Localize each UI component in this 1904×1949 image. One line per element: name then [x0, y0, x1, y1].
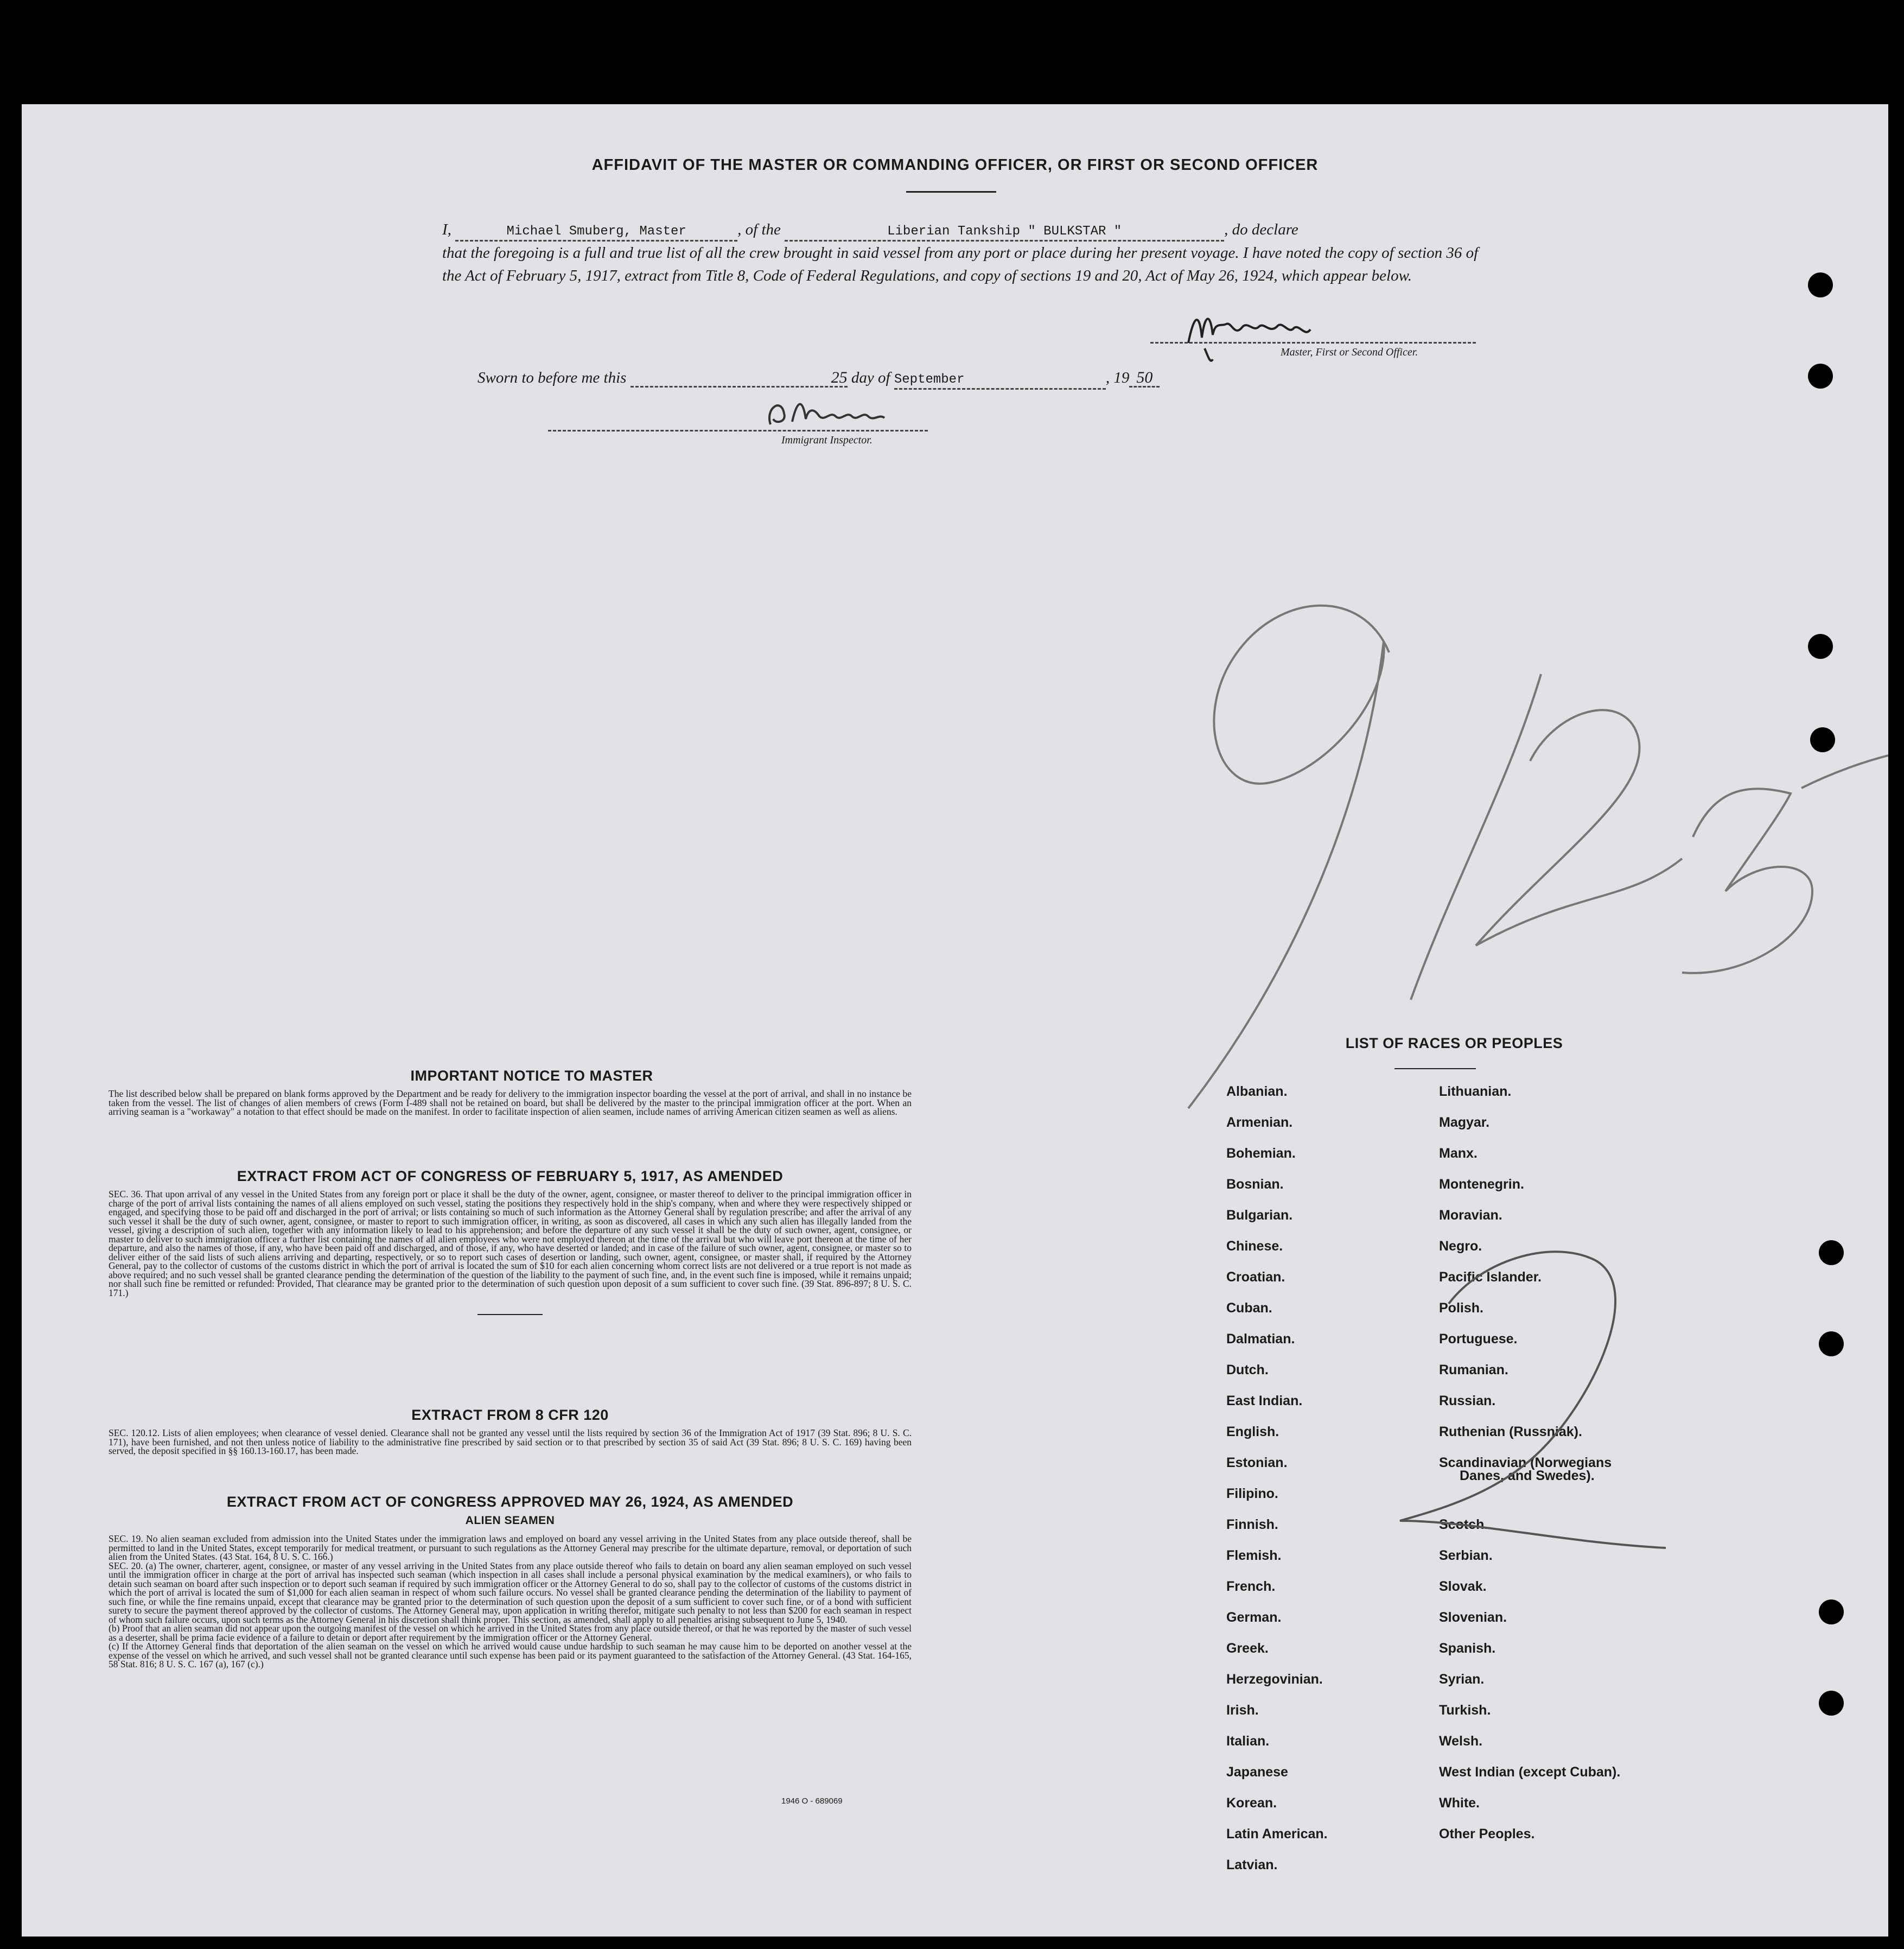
- inspector-caption: Immigrant Inspector.: [781, 434, 873, 446]
- race-item: Italian.: [1226, 1734, 1270, 1749]
- race-item: Filipino.: [1226, 1486, 1278, 1501]
- race-item: Albanian.: [1226, 1084, 1288, 1099]
- race-item: West Indian (except Cuban).: [1439, 1764, 1621, 1780]
- cfr-title: EXTRACT FROM 8 CFR 120: [411, 1407, 609, 1423]
- binder-hole: [1819, 1691, 1844, 1716]
- master-signature-line: [1150, 342, 1476, 344]
- i-label: I,: [442, 221, 451, 238]
- race-item: Moravian.: [1439, 1208, 1502, 1223]
- affidavit-title: AFFIDAVIT OF THE MASTER OR COMMANDING OFFICER, OR FIRST OR SECOND OFFICER: [591, 156, 1319, 174]
- cfr-text: SEC. 120.12. Lists of alien employees; when clearance of vessel denied. Clearance shall not be granted any vessel until the lists required by section 36 of the Immigration Act of 1917 (39 Stat. 896; 8 U. S. C. 171), have been furnished, and not then unless notice of liability to the administrative fine prescribed by said section or to that prescribed by section 35 of said Act (39 Stat. 896; 8 U. S. C. 169) having been served, the deposit specified in §§ 160.13-160.17, has been made.: [109, 1427, 912, 1456]
- race-item: Latvian.: [1226, 1857, 1278, 1872]
- race-item: Croatian.: [1226, 1269, 1285, 1285]
- race-item: Ruthenian (Russniak).: [1439, 1424, 1582, 1439]
- race-item: Bosnian.: [1226, 1177, 1284, 1192]
- race-item: Irish.: [1226, 1703, 1259, 1718]
- master-caption: Master, First or Second Officer.: [1281, 346, 1418, 358]
- race-item: Japanese: [1226, 1764, 1288, 1780]
- sec20c-text: (c) If the Attorney General finds that deportation of the alien seaman on the vessel on which he arrived would cause undue hardship to such seaman he may cause him to be deported on another vessel at the expense of the vessel on which he arrived, and such vessel shall not be granted clearance until such expense has been paid or its payment guaranteed to the satisfaction of the Attorney General. (43 Stat. 164-165, 58 Stat. 816; 8 U. S. C. 167 (a), 167 (c).): [109, 1641, 912, 1669]
- binder-hole: [1808, 634, 1833, 659]
- year-field: 50: [1129, 370, 1160, 388]
- race-item: Lithuanian.: [1439, 1084, 1512, 1099]
- race-item: Montenegrin.: [1439, 1177, 1524, 1192]
- race-item: Syrian.: [1439, 1672, 1485, 1687]
- notice-title: IMPORTANT NOTICE TO MASTER: [410, 1068, 653, 1084]
- day-field: 25: [631, 370, 848, 388]
- race-item: Dutch.: [1226, 1362, 1269, 1377]
- race-item: Dalmatian.: [1226, 1331, 1295, 1347]
- race-item: East Indian.: [1226, 1393, 1303, 1408]
- extract-1924-subtitle: ALIEN SEAMEN: [465, 1514, 555, 1527]
- race-item: Flemish.: [1226, 1548, 1282, 1563]
- extract-1924-body: [109, 1534, 912, 1669]
- sworn-line: [477, 369, 1160, 390]
- race-item: Manx.: [1439, 1146, 1478, 1161]
- sec20a-text: SEC. 20. (a) The owner, charterer, agent, consignee, or master of any vessel arriving in the United States from any place outside thereof who fails to detain on board any alien seaman employed on such vessel until the immigration officer in charge at the port of arrival has inspected such seaman (which inspection in all cases shall include a personal physical examination by the medical examiners), or who fails to detain such seaman on board after such inspection or to deport such seaman if required by such immigration officer or the Attorney General to do so, shall pay to the collector of customs of the customs district in which the port of arrival is located the sum of $1,000 for each alien seaman in respect of whom such failure occurs. No vessel shall be granted clearance pending the determination of the liability to payment of such fine, or while the fine remains unpaid, except that clearance may be granted prior to the determination of such question upon the deposit of a sum sufficient to cover such fine, or of a bond with sufficient surety to secure the payment thereof approved by the collector of customs. The Attorney General may, upon application in writing therefor, mitigate such penalty to not less than $200 for each seaman in respect of whom such failure occurs, upon such terms as the Attorney General in his discretion shall think proper. This section, as amended, shall apply to all penalties arising subsequent to June 5, 1940.: [109, 1560, 912, 1625]
- race-item: White.: [1439, 1795, 1480, 1811]
- race-item: Russian.: [1439, 1393, 1496, 1408]
- extract-1917-title: EXTRACT FROM ACT OF CONGRESS OF FEBRUARY 5, 1917, AS AMENDED: [237, 1168, 784, 1184]
- inspector-signature-line: [548, 430, 928, 431]
- race-item: English.: [1226, 1424, 1279, 1439]
- race-item: Finnish.: [1226, 1517, 1278, 1532]
- race-item: Scotch.: [1439, 1517, 1488, 1532]
- year-prefix: , 19: [1105, 369, 1130, 386]
- binder-hole: [1810, 727, 1835, 752]
- race-item: German.: [1226, 1610, 1282, 1625]
- notice-text: The list described below shall be prepared on blank forms approved by the Department and be ready for delivery to the immigration inspector boarding the vessel at the port of arrival, and shall in no instance be taken from the vessel. The list of changes of alien members of crews (Form I-489 shall not be retained on board, but shall be delivered by the master to the principal immigration officer at the port. When an arriving seaman is a "workaway" a notation to that effect should be made on the manifest. In order to facilitate inspection of alien seamen, include names of arriving American citizen seamen as well as aliens.: [109, 1088, 912, 1117]
- vessel-field: Liberian Tankship " BULKSTAR ": [785, 224, 1224, 242]
- do-declare-label: , do declare: [1224, 221, 1298, 238]
- race-item: Slovenian.: [1439, 1610, 1507, 1625]
- race-item: Herzegovinian.: [1226, 1672, 1323, 1687]
- race-item: Portuguese.: [1439, 1331, 1518, 1347]
- race-item: Negro.: [1439, 1239, 1482, 1254]
- name-field: Michael Smuberg, Master: [455, 224, 737, 242]
- declaration-text: that the foregoing is a full and true list of all the crew brought in said vessel from any port or place during her present voyage. I have noted the copy of section 36 of the Act of February 5, 1917, extract from Title 8, Code of Federal Regulations, and copy of sections 19 and 20, Act of May 26, 1924, which appear below.: [442, 244, 1479, 284]
- binder-hole: [1819, 1240, 1844, 1265]
- binder-hole: [1819, 1331, 1844, 1356]
- extract-1924-title: EXTRACT FROM ACT OF CONGRESS APPROVED MAY 26, 1924, AS AMENDED: [226, 1494, 794, 1510]
- race-item: Latin American.: [1226, 1826, 1328, 1842]
- races-title-underline: [1394, 1068, 1476, 1069]
- print-code: 1946 O - 689069: [781, 1796, 843, 1806]
- race-item: Welsh.: [1439, 1734, 1483, 1749]
- form-page: [22, 104, 1888, 1937]
- race-item: Chinese.: [1226, 1239, 1283, 1254]
- races-column-1: [1226, 1084, 1328, 1888]
- race-item: French.: [1226, 1579, 1276, 1594]
- race-item: Turkish.: [1439, 1703, 1491, 1718]
- day-of-label: day of: [851, 369, 890, 386]
- handwritten-date-mark: [1107, 555, 1888, 1114]
- race-item: Slovak.: [1439, 1579, 1487, 1594]
- declaration-block: [442, 218, 1495, 287]
- title-underline: [906, 191, 996, 193]
- divider: [477, 1314, 543, 1315]
- race-item: Greek.: [1226, 1641, 1269, 1656]
- of-the-label: , of the: [737, 221, 781, 238]
- sec20b-text: (b) Proof that an alien seaman did not appear upon the outgoing manifest of the vessel on which he arrived in the United States from any place outside thereof, or that he was reported by the master of such vessel as a deserter, shall be prima facie evidence of a failure to detain or deport after requirement by the immigration officer or the Attorney General.: [109, 1623, 912, 1643]
- race-item: Estonian.: [1226, 1455, 1288, 1470]
- race-item: Bohemian.: [1226, 1146, 1296, 1161]
- extract-1917-text: SEC. 36. That upon arrival of any vessel in the United States from any foreign port or place it shall be the duty of the owner, agent, consignee, or master thereof to deliver to the principal immigration officer in charge of the port of arrival lists containing the names of all aliens employed on such vessel, stating the positions they respectively hold in the ship's company, when and where they were respectively shipped or engaged, and specifying those to be paid off and discharged in the port of arrival; or lists containing so much of such information as the Attorney General shall by regulation prescribe; and after the arrival of any such vessel it shall be the duty of such owner, agent, consignee, or master to report to such immigration officer, in writing, as soon as discovered, all cases in which any such alien has illegally landed from the vessel, giving a description of such alien, together with any information likely to lead to his apprehension; and before the departure of any such vessel it shall be the duty of such owner, agent, consignee, or master to deliver to such immigration officer a further list containing the names of all alien employees who were not employed thereon at the time of the arrival but who will leave port thereon at the time of her departure, and also the names of those, if any, who have been paid off and discharged, and of those, if any, who have deserted or landed; and in case of the failure of such owner, agent, consignee, or master so to deliver either of the said lists of such aliens arriving and departing, respectively, or so to report such cases of desertion or landing, such owner, agent, consignee, or master shall, if required by the Attorney General, pay to the collector of customs of the customs district in which the port of arrival is located the sum of $10 for each alien concerning whom correct lists are not delivered or a true report is not made as above required; and no such vessel shall be granted clearance pending the determination of the question of the liability to the payment of such fine, and, in the event such fine is imposed, while it remains unpaid; nor shall such fine be remitted or refunded: Provided, That clearance may be granted prior to the determination of such question upon deposit of a sum sufficient to cover such fine. (39 Stat. 896-897; 8 U. S. C. 171.): [109, 1189, 912, 1298]
- race-item: Polish.: [1439, 1300, 1483, 1316]
- month-field: September: [894, 372, 1106, 390]
- race-item: Other Peoples.: [1439, 1826, 1535, 1842]
- binder-hole: [1808, 364, 1833, 389]
- race-item: Bulgarian.: [1226, 1208, 1293, 1223]
- binder-hole: [1808, 272, 1833, 297]
- race-item: Spanish.: [1439, 1641, 1496, 1656]
- handwritten-page-number: [1389, 1239, 1671, 1597]
- race-item: Rumanian.: [1439, 1362, 1508, 1377]
- race-item: Korean.: [1226, 1795, 1277, 1811]
- race-item: Armenian.: [1226, 1115, 1293, 1130]
- race-item: Scandinavian (Norwegians: [1439, 1455, 1612, 1470]
- race-item: Magyar.: [1439, 1115, 1490, 1130]
- sec19-text: SEC. 19. No alien seaman excluded from admission into the United States under the immigration laws and employed on board any vessel arriving in the United States from any place outside thereof, shall be permitted to land in the United States, except temporarily for medical treatment, or pursuant to such regulations as the Attorney General may prescribe for the ultimate departure, removal, or deportation of such alien from the United States. (43 Stat. 164, 8 U. S. C. 166.): [109, 1533, 912, 1562]
- race-item: Cuban.: [1226, 1300, 1272, 1316]
- race-item: Pacific Islander.: [1439, 1269, 1542, 1285]
- binder-hole: [1819, 1599, 1844, 1624]
- scandinavian-continuation: Danes, and Swedes).: [1460, 1468, 1595, 1483]
- race-item: Serbian.: [1439, 1548, 1493, 1563]
- inspector-signature: [760, 392, 955, 435]
- races-title: LIST OF RACES OR PEOPLES: [1345, 1035, 1563, 1051]
- sworn-label: Sworn to before me this: [477, 369, 627, 386]
